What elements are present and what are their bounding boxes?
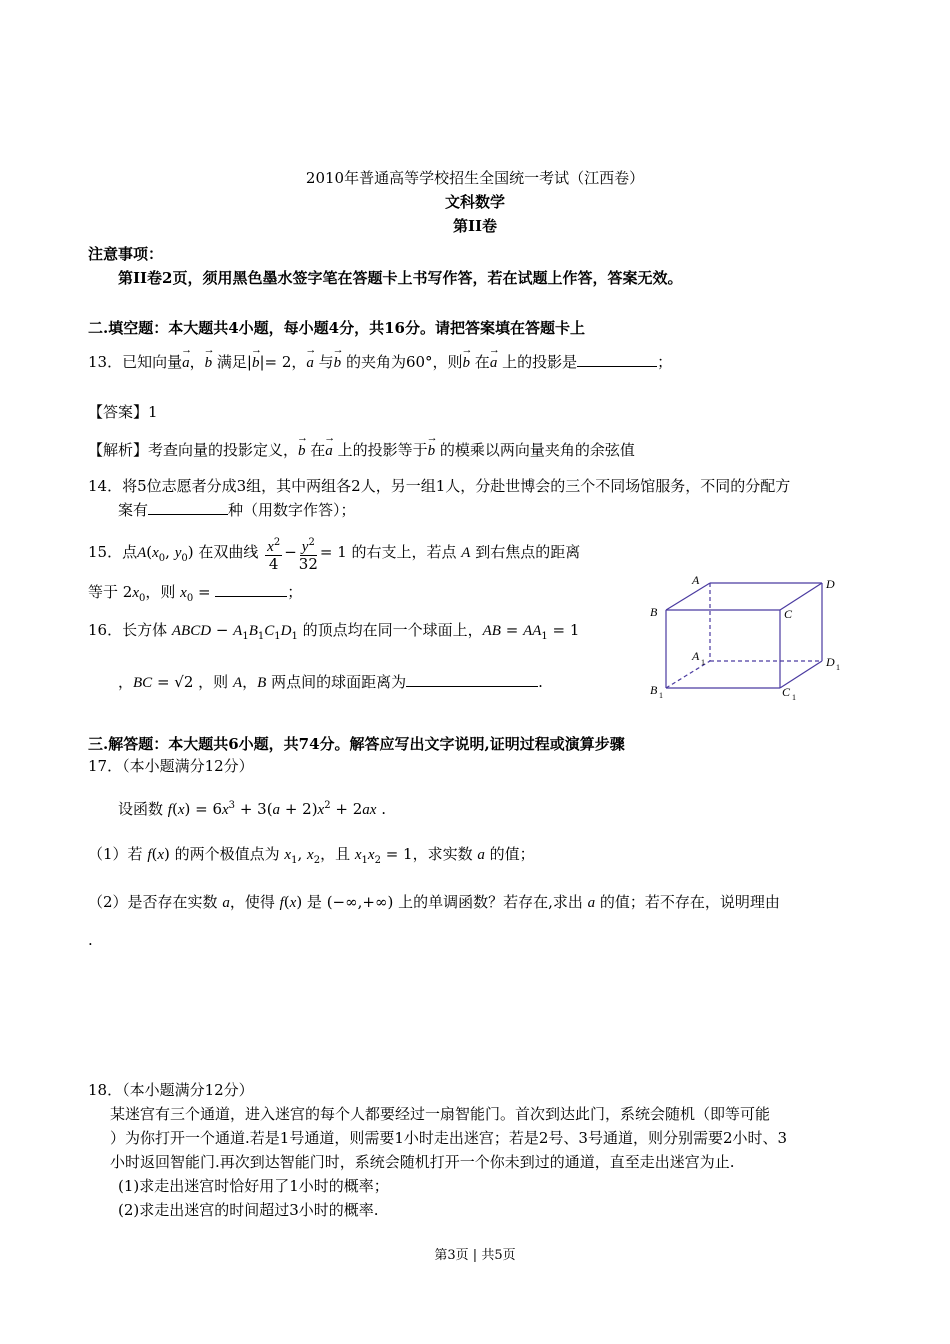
- notice-heading: 注意事项：: [88, 245, 164, 263]
- question-18-line1: 某迷宫有三个通道，进入迷宫的每个人都要经过一扇智能门。首次到达此门，系统会随机（即等可能: [110, 1105, 771, 1123]
- label-C1: C: [782, 685, 791, 699]
- q13-number: 13．: [88, 353, 123, 371]
- label-B: B: [650, 605, 658, 619]
- question-18-line3: 小时返回智能门.再次到达智能门时，系统会随机打开一个你未到过的通道，直至走出迷宫为止.: [110, 1153, 735, 1171]
- svg-text:1: 1: [659, 691, 663, 700]
- question-18-part1: (1)求走出迷宫时恰好用了1小时的概率；: [118, 1177, 389, 1195]
- question-14-line2: 案有 种（用数字作答）；: [118, 501, 356, 519]
- section2-heading: 二.填空题：本大题共4小题，每小题4分，共16分。请把答案填在答题卡上: [88, 319, 585, 337]
- question-17-intro: 设函数 $f(x) = 6x^3 + 3(a + 2)x^2 + 2ax$ .: [118, 800, 386, 818]
- part-title: 第II卷: [452, 217, 498, 235]
- svg-text:1: 1: [792, 693, 796, 702]
- question-13: 13．已知向量→ a，→ b 满足|→ b|= 2，→ a 与→ b 的夹角为60°，则→ b 在→ a 上的投影是 ；: [88, 352, 672, 373]
- svg-text:1: 1: [701, 658, 705, 667]
- question-15-line2: 等于 $2x_0$，则 $x_0$ = ；: [88, 583, 303, 604]
- label-A: A: [692, 573, 700, 587]
- q13-answer: 【答案】1: [88, 403, 158, 421]
- label-D1: D: [826, 655, 835, 669]
- label-A1: A: [692, 649, 700, 663]
- question-18-part2: (2)求走出迷宫的时间超过3小时的概率.: [118, 1201, 379, 1219]
- label-C: C: [784, 607, 793, 621]
- cuboid-figure: [640, 570, 840, 710]
- question-17-part1: （1）若 f(x) 的两个极值点为 $x_1$, $x_2$，且 $x_1x_2 = 1$，求实数 a 的值；: [88, 845, 535, 866]
- label-B1: B: [650, 683, 658, 697]
- question-15-line1: 15．点$A(x_0$, $y_0$) 在双曲线 $\frac{x^2}{4}$ − $\frac{y^2}{32}$ = 1 的右支上，若点 A 到右焦点的距离: [88, 536, 581, 573]
- subject-title: 文科数学: [444, 193, 505, 211]
- svg-text:1: 1: [836, 663, 840, 672]
- question-14-line1: 14．将5位志愿者分成3组，其中两组各2人，另一组1人，分赴世博会的三个不同场馆服务，不同的分配方: [88, 477, 791, 495]
- question-16-line2: ，BC = √2 ，则 A，B 两点间的球面距离为 .: [118, 673, 543, 691]
- question-17-part2: （2）是否存在实数 a，使得 f(x) 是 (−∞,+∞) 上的单调函数？若存在,求出 a 的值；若不存在，说明理由: [88, 893, 780, 911]
- question-18-head: 18．（本小题满分12分）: [88, 1081, 254, 1099]
- q13-analysis: 【解析】考查向量的投影定义，→ b 在→ a 上的投影等于→ b 的模乘以两向量夹角的余弦值: [88, 440, 635, 461]
- question-17-head: 17．（本小题满分12分）: [88, 757, 254, 775]
- page-footer: 第3页 | 共5页: [434, 1248, 516, 1263]
- label-D: D: [826, 577, 835, 591]
- section3-heading: 三.解答题：本大题共6小题，共74分。解答应写出文字说明,证明过程或演算步骤: [88, 735, 625, 753]
- exam-title: 2010年普通高等学校招生全国统一考试（江西卷）: [305, 169, 645, 187]
- notice-text: 第II卷2页，须用黑色墨水签字笔在答题卡上书写作答，若在试题上作答，答案无效。: [118, 269, 683, 287]
- question-18-line2: ）为你打开一个通道.若是1号通道，则需要1小时走出迷宫；若是2号、3号通道，则分别需要2小时、3: [110, 1129, 788, 1147]
- question-16-line1: 16．长方体 ABCD − $A_1B_1C_1D_1$ 的顶点均在同一个球面上，AB = $AA_1 = 1$: [88, 621, 580, 642]
